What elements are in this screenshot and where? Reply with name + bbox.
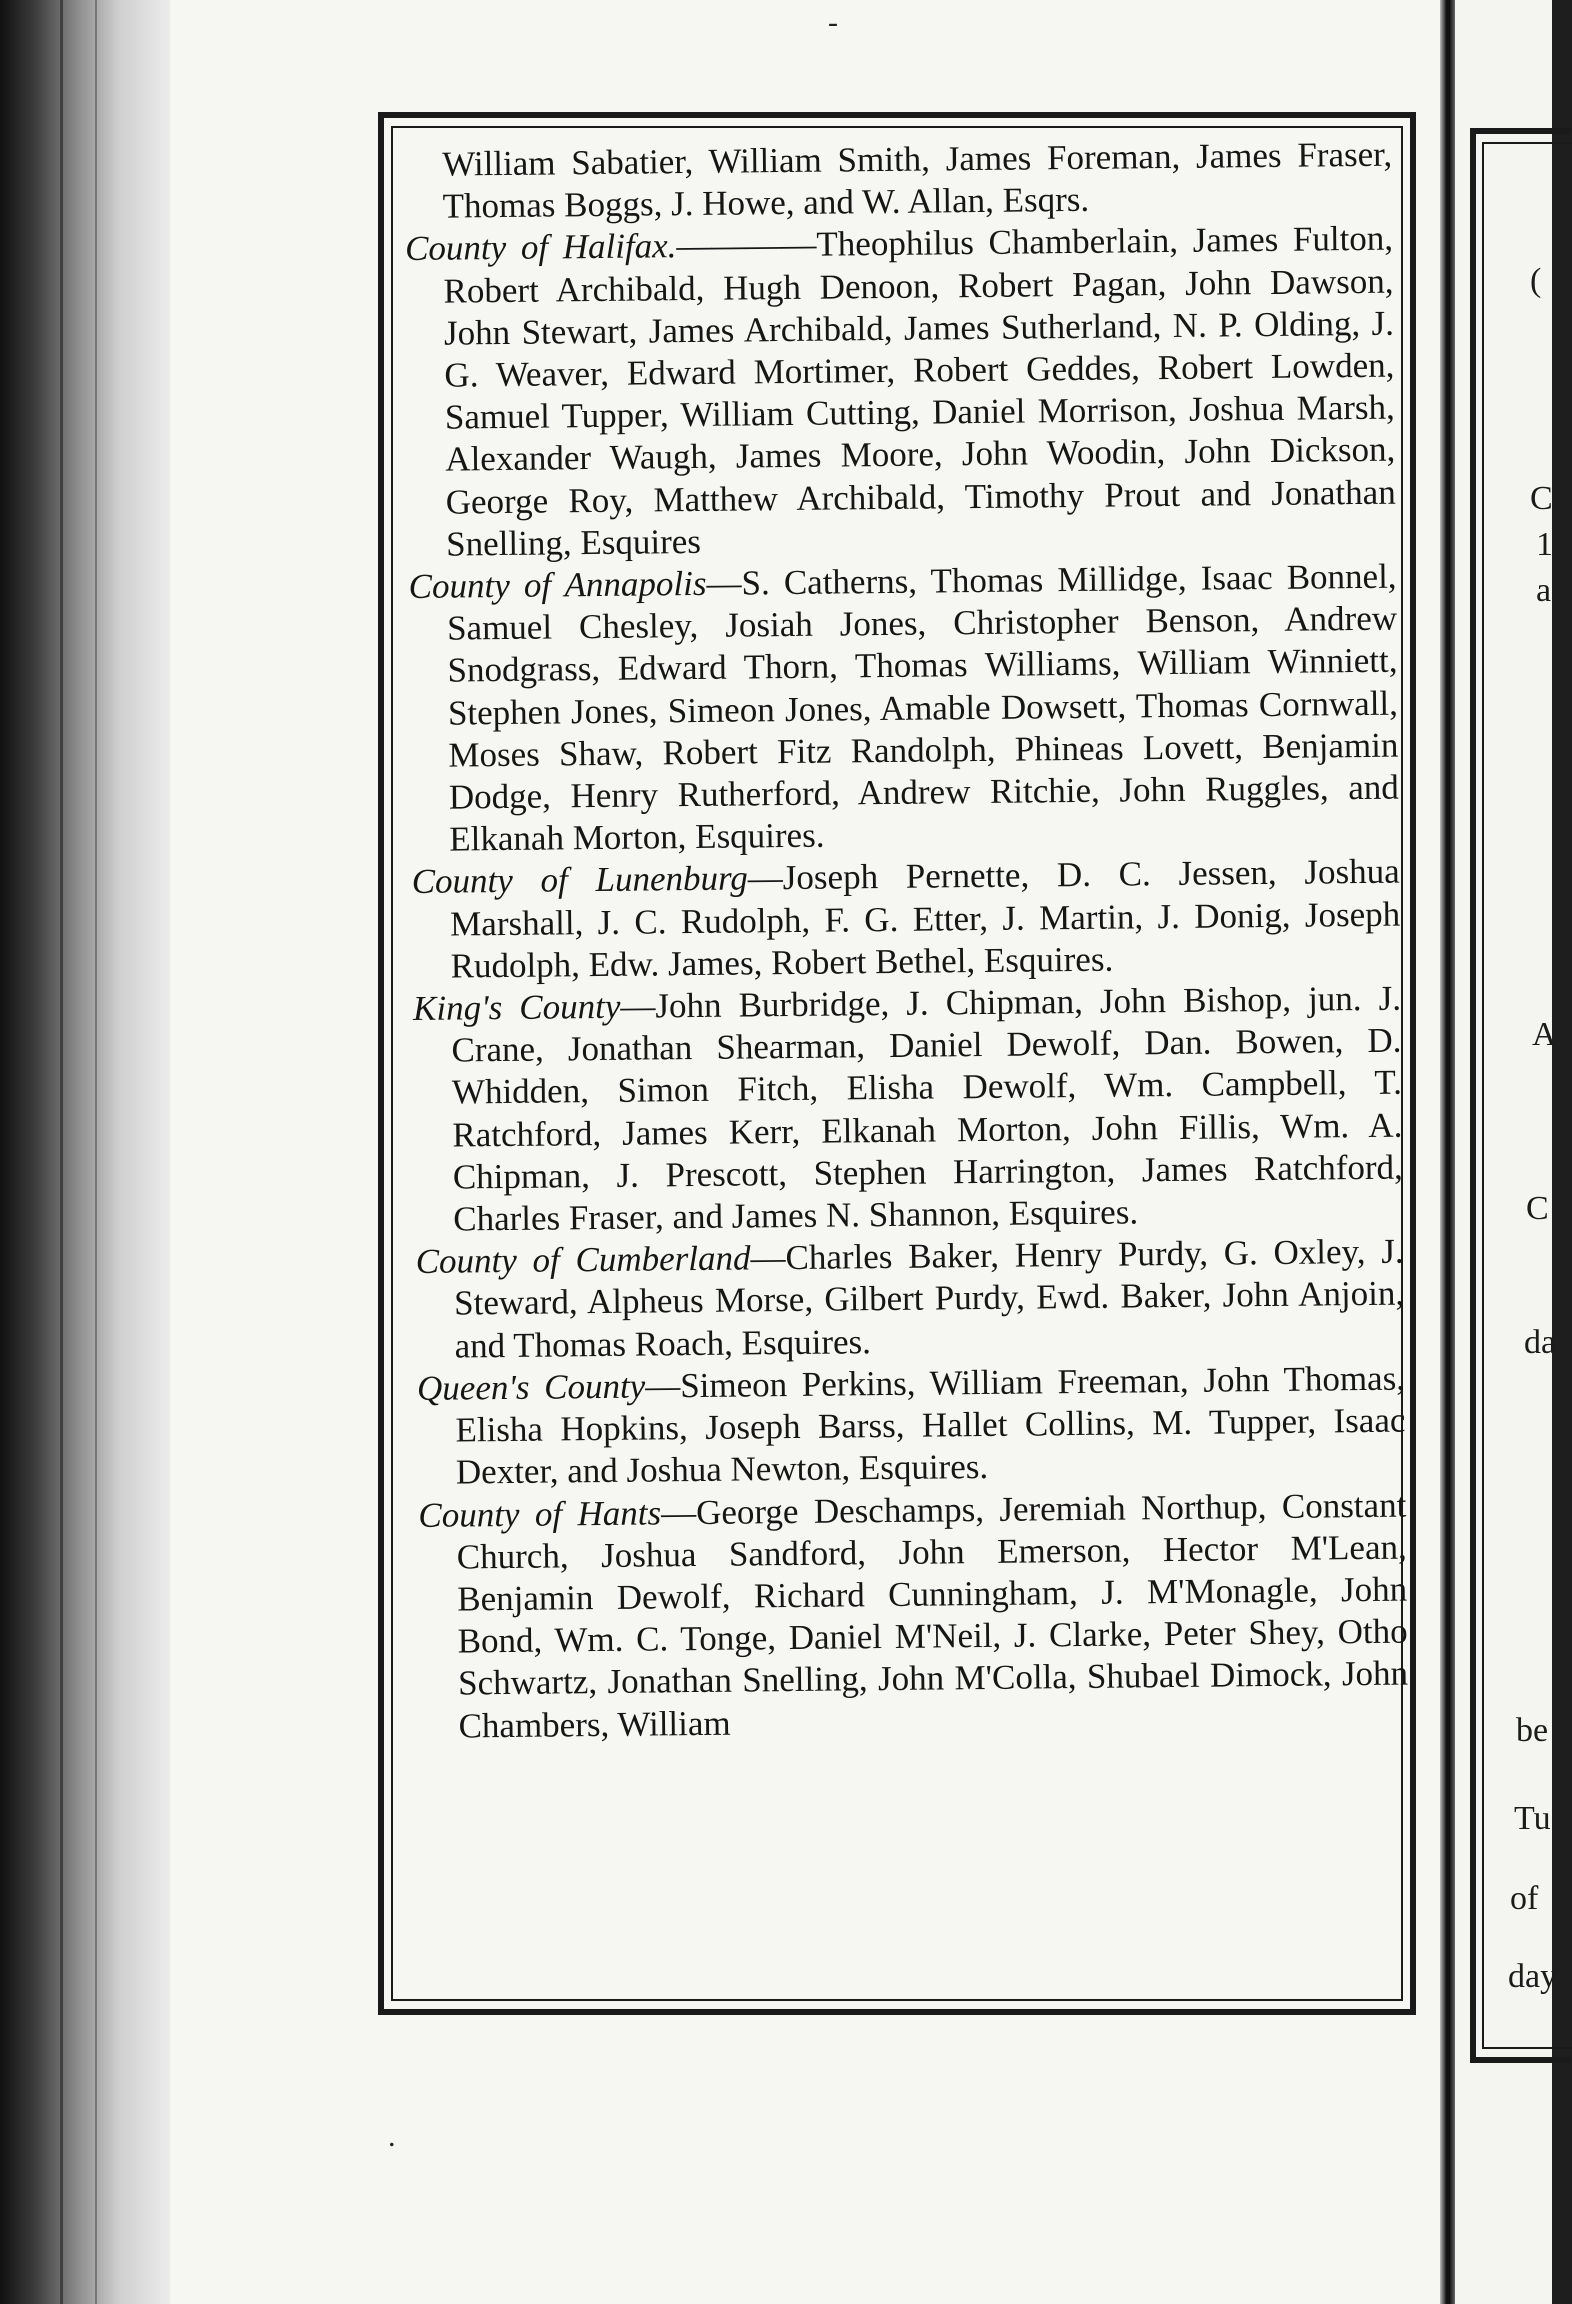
entry-separator: — xyxy=(660,1492,697,1532)
right-page-fragment: 1 xyxy=(1536,526,1553,563)
entry-separator: — xyxy=(645,1366,681,1406)
list-entry xyxy=(417,1357,1406,1494)
entry-text: John Burbridge, J. Chipman, John Bishop, jun. J. Crane, Jonathan Shearman, Daniel Dewolf, Dan. Bowen, D. Whidden, Simon Fitch, Elisha Dewolf, Wm. Campbell, T. Ratchford, James Kerr, Elkanah Morton, John Fillis, Wm. A. Chipman, J. Prescott, Stephen Harrington, James Ratchford, Charles Fraser, and James N. Shannon, Esquires. xyxy=(451,978,1403,1239)
entry-text: Theophilus Chamberlain, James Fulton, Robert Archibald, Hugh Denoon, Robert Pagan, John Dawson, John Stewart, James Archibald, James Sutherland, N. P. Olding, J. G. Weaver, Edward Mortimer, Robert Geddes, Robert Lowden, Samuel Tupper, William Cutting, Daniel Morrison, Joshua Marsh, Alexander Waugh, James Moore, John Woodin, John Dickson, George Roy, Matthew Archibald, Timothy Prout and Jonathan Snelling, Esquires xyxy=(443,219,1396,564)
page-tick-mark: - xyxy=(828,6,838,39)
list-entry xyxy=(408,556,1399,862)
entry-separator: — xyxy=(706,563,742,603)
county-label: County of Halifax. xyxy=(404,226,677,269)
page-dot-mark: . xyxy=(388,2120,396,2153)
list-entry xyxy=(405,218,1396,566)
right-page-fragment: a xyxy=(1536,572,1552,609)
page-edge-line xyxy=(95,0,97,2304)
right-page-fragment: C xyxy=(1526,1190,1549,1227)
book-spine xyxy=(1440,0,1456,2304)
right-page-fragment: Tu xyxy=(1514,1800,1551,1837)
right-page-fragment: C xyxy=(1530,480,1553,517)
right-page-fragment: da xyxy=(1524,1324,1557,1361)
entry-separator: ———— xyxy=(676,225,817,266)
right-page-fragment: of xyxy=(1510,1880,1539,1917)
right-page-frame-inner xyxy=(1482,142,1572,2049)
entry-text: George Deschamps, Jeremiah Northup, Constant Church, Joshua Sandford, John Emerson, Hector M'Lean, Benjamin Dewolf, Richard Cunningham, J. M'Monagle, John Bond, Wm. C. Tonge, Daniel M'Neil, J. Clarke, Peter Shey, Otho Schwartz, Jonathan Snelling, John M'Colla, Shubael Dimock, John Chambers, William xyxy=(456,1485,1409,1746)
list-entry xyxy=(412,851,1401,988)
entry-text: Charles Baker, Henry Purdy, G. Oxley, J. Steward, Alpheus Morse, Gilbert Purdy, Ewd. Baker, John Anjoin, and Thomas Roach, Esquires. xyxy=(453,1231,1405,1366)
right-page-fragment: A xyxy=(1532,1016,1557,1053)
right-page-fragment: ( xyxy=(1530,262,1542,299)
list-entry xyxy=(404,134,1393,229)
entry-separator: — xyxy=(750,1238,786,1278)
right-page-fragment: be xyxy=(1516,1712,1549,1749)
county-label: Queen's County xyxy=(416,1366,646,1408)
entry-separator: — xyxy=(747,858,784,898)
right-page-fragment: day xyxy=(1508,1958,1558,1995)
entry-separator: — xyxy=(620,986,656,1026)
county-label: King's County xyxy=(412,986,621,1029)
list-entry xyxy=(418,1484,1409,1748)
list-entry xyxy=(413,978,1404,1242)
entry-text: Simeon Perkins, William Freeman, John Thomas, Elisha Hopkins, Joseph Barss, Hallet Collins, M. Tupper, Isaac Dexter, and Joshua Newton, Esquires. xyxy=(455,1358,1406,1492)
county-label: County of Lunenburg xyxy=(411,858,749,902)
entry-text: William Sabatier, William Smith, James Foreman, James Fraser, Thomas Boggs, J. Howe, and W. Allan, Esqrs. xyxy=(442,134,1393,226)
page-edge-line xyxy=(60,0,63,2304)
county-label: County of Annapolis xyxy=(408,563,707,607)
entry-text: S. Catherns, Thomas Millidge, Isaac Bonnel, Samuel Chesley, Josiah Jones, Christopher Benson, Andrew Snodgrass, Edward Thorn, Thomas Williams, William Winniett, Stephen Jones, Simeon Jones, Amable Dowsett, Thomas Cornwall, Moses Shaw, Robert Fitz Randolph, Phineas Lovett, Benjamin Dodge, Henry Rutherford, Andrew Ritchie, John Ruggles, and Elkanah Morton, Esquires. xyxy=(446,556,1399,859)
county-label: County of Cumberland xyxy=(415,1238,751,1282)
list-entry xyxy=(415,1231,1404,1368)
magistrates-list xyxy=(404,134,1411,1984)
left-book-edge xyxy=(0,0,170,2304)
county-label: County of Hants xyxy=(418,1492,662,1535)
entry-text: Joseph Pernette, D. C. Jessen, Joshua Marshall, J. C. Rudolph, F. G. Etter, J. Martin, J. Donig, Joseph Rudolph, Edw. James, Robert Bethel, Esquires. xyxy=(449,852,1401,986)
